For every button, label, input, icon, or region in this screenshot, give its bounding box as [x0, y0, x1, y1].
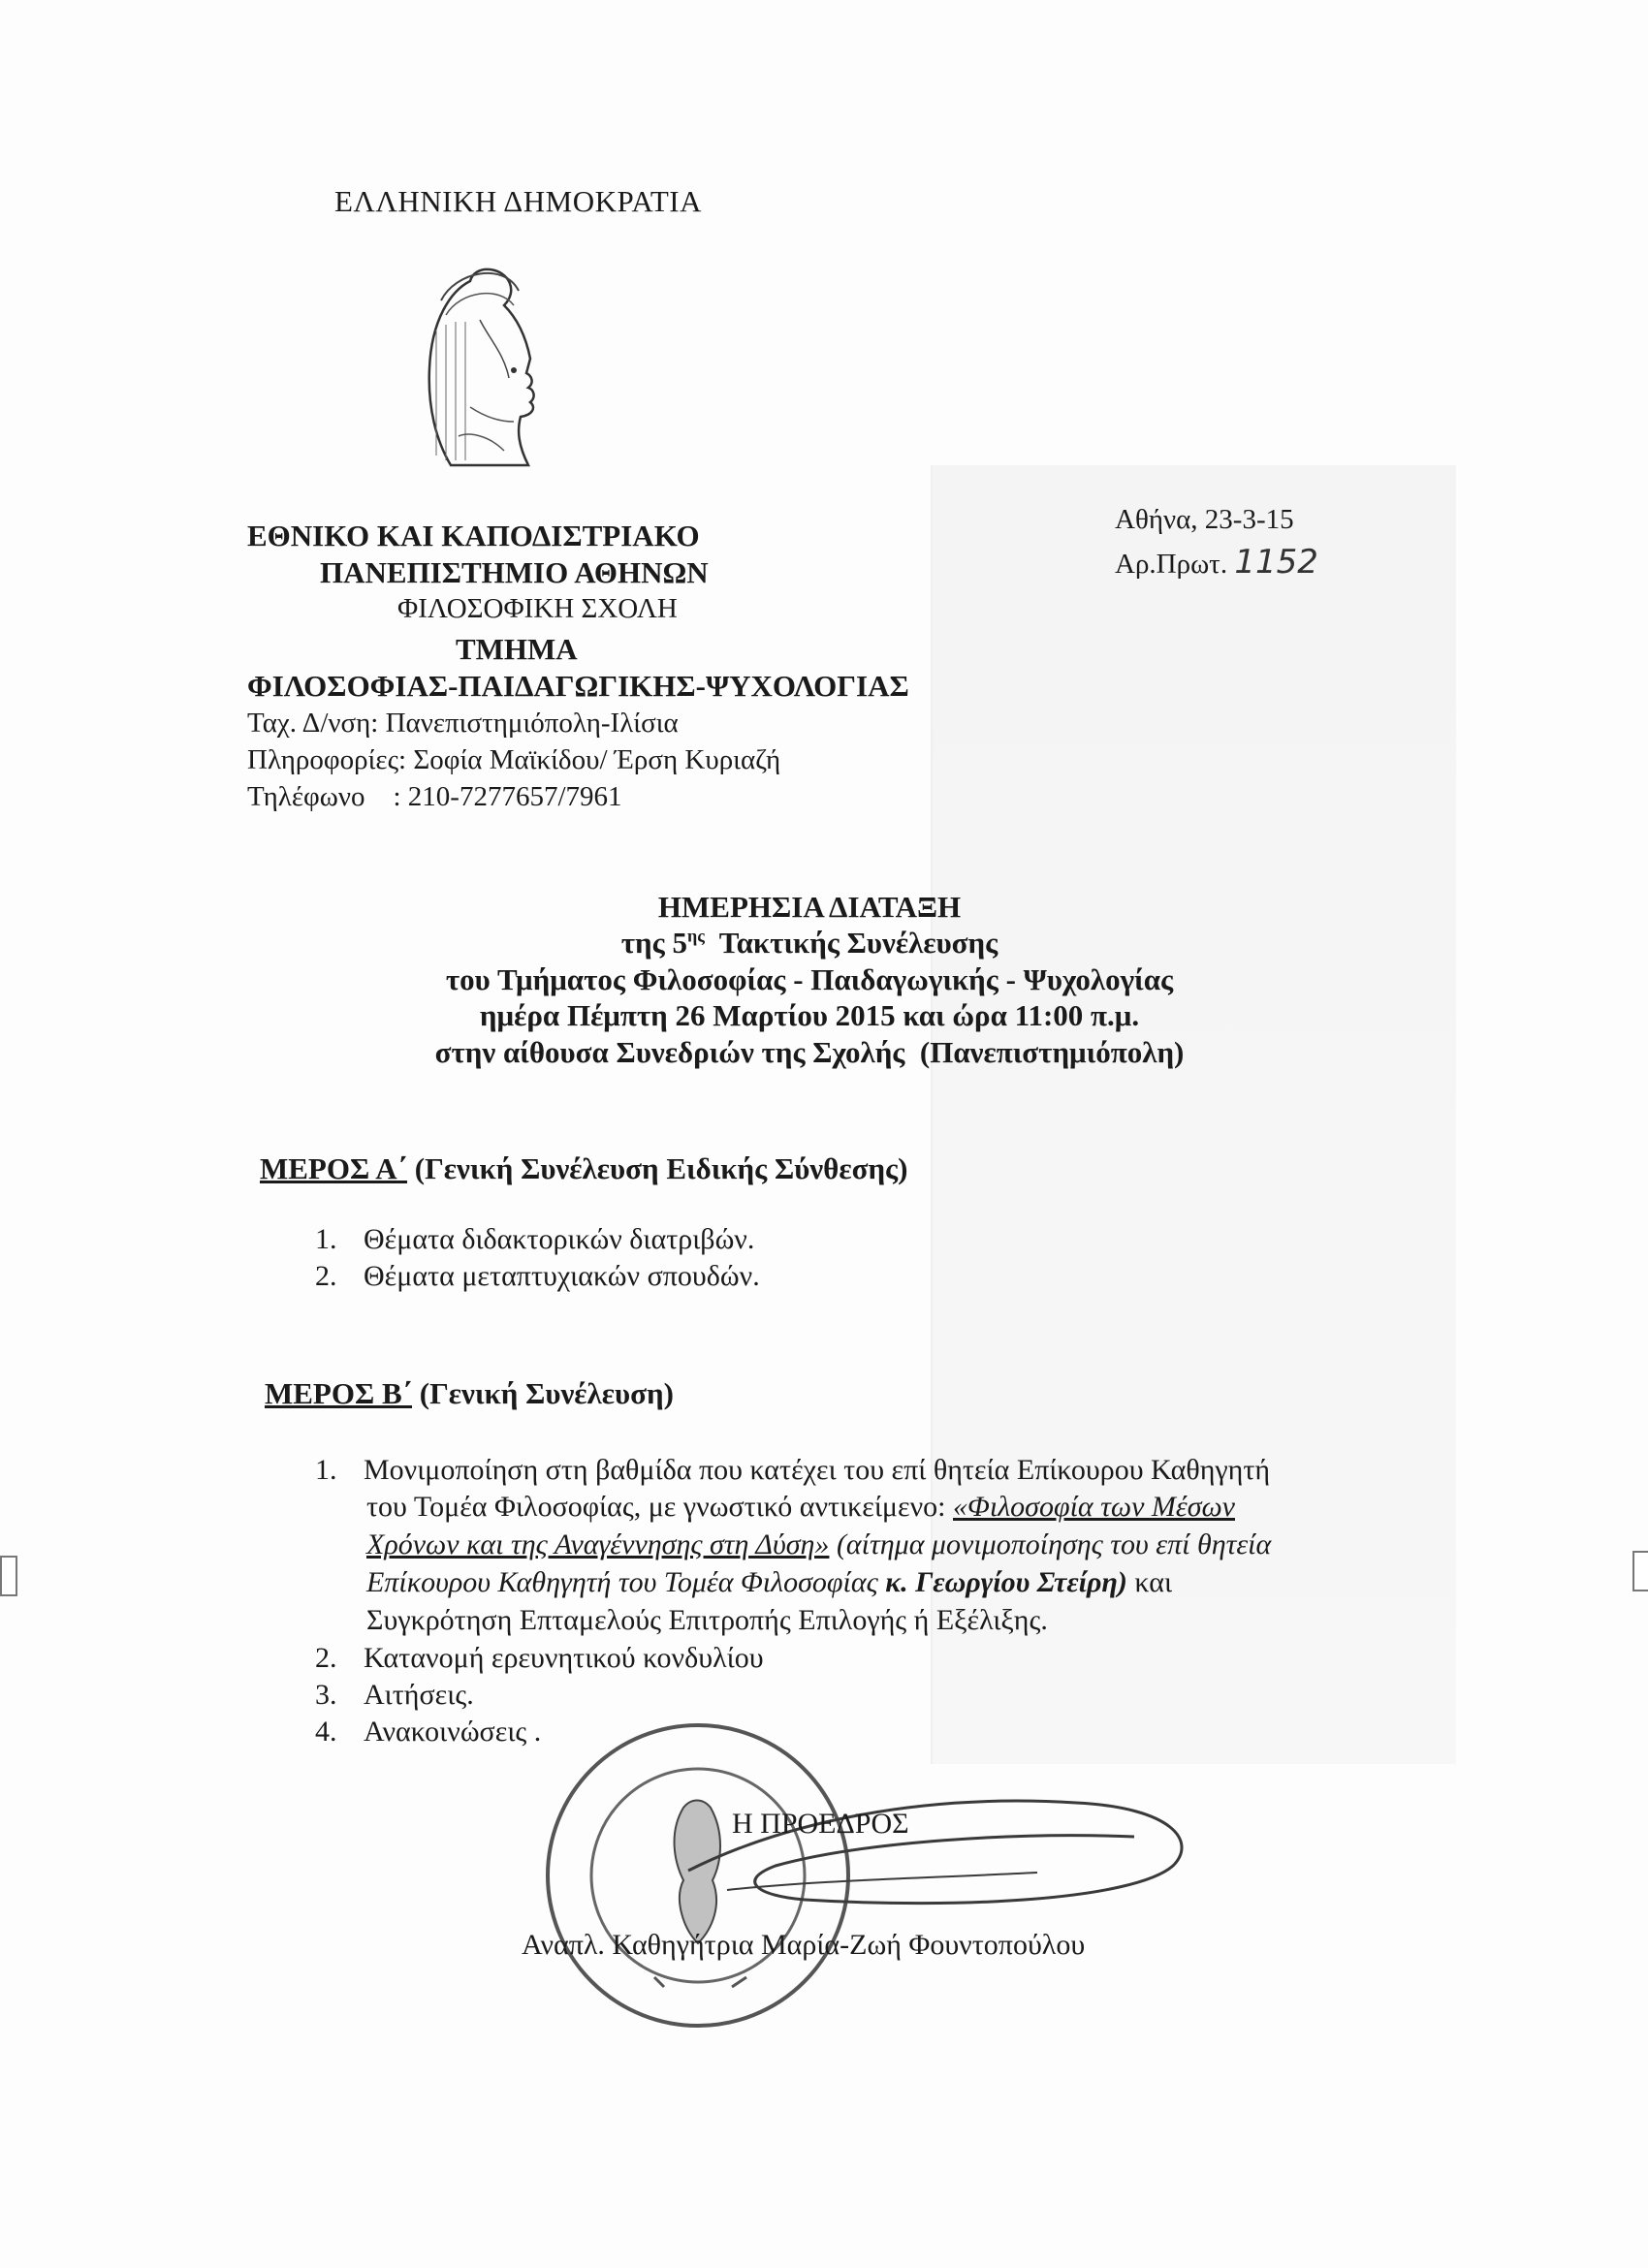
agenda-session-ordinal: της 5: [620, 926, 687, 960]
agenda-location-line: στην αίθουσα Συνεδριών της Σχολής (Πανεπιστημιόπολη): [434, 1035, 1185, 1069]
part-b-item-1-line2: [366, 1491, 1235, 1524]
part-b-item-1-subject-end: Χρόνων και της Αναγέννησης στη Δύση»: [366, 1528, 830, 1560]
part-b-item-1-text-1: Μονιμοποίηση στη βαθμίδα που κατέχει του επί θητεία Επίκουρου Καθηγητή: [364, 1454, 1271, 1486]
protocol-number: 1152: [1234, 543, 1318, 582]
part-b-item-1-request: (αίτημα μονιμοποίησης του επί θητεία: [829, 1528, 1272, 1560]
department-name: ΦΙΛΟΣΟΦΙΑΣ-ΠΑΙΔΑΓΩΓΙΚΗΣ-ΨΥΧΟΛΟΓΙΑΣ: [247, 669, 909, 703]
part-b-item-1-candidate: κ. Γεωργίου Στείρη): [885, 1566, 1127, 1598]
part-a-subtitle: (Γενική Συνέλευση Ειδικής Σύνθεσης): [407, 1151, 908, 1185]
signature-title: Η ΠΡΟΕΔΡΟΣ: [732, 1808, 909, 1840]
signature-name: Αναπλ. Καθηγήτρια Μαρία-Ζωή Φουντοπούλου: [522, 1929, 1086, 1961]
part-a-item-2-number: 2.: [315, 1260, 337, 1292]
scanner-edge-mark-left: [0, 1556, 17, 1596]
part-b-item-1-line4: [366, 1566, 1172, 1599]
agenda-session-type: Τακτικής Συνέλευσης: [704, 926, 998, 960]
agenda-session-line: [0, 926, 1633, 961]
part-b-item-2-text: Κατανομή ερευνητικού κονδυλίου: [364, 1642, 764, 1674]
part-b-item-1-line3: [366, 1528, 1271, 1561]
part-b-item-4: [315, 1716, 541, 1748]
protocol-line: [1115, 543, 1318, 582]
part-b-item-4-text: Ανακοινώσεις .: [364, 1716, 542, 1748]
university-name-line1: ΕΘΝΙΚΟ ΚΑΙ ΚΑΠΟΔΙΣΤΡΙΑΚΟ: [247, 519, 700, 552]
part-b-item-3-number: 3.: [315, 1679, 337, 1711]
agenda-department-line: του Τμήματος Φιλοσοφίας - Παιδαγωγικής - Ψυχολογίας: [445, 962, 1174, 996]
university-name-line2: ΠΑΝΕΠΙΣΤΗΜΙΟ ΑΘΗΝΩΝ: [320, 555, 709, 589]
part-a-item-1-text: Θέματα διδακτορικών διατριβών.: [364, 1223, 755, 1255]
part-b-item-1-subject-start: «Φιλοσοφία των Μέσων: [953, 1491, 1235, 1523]
athena-emblem-icon: [412, 262, 567, 475]
part-a-item-1: [315, 1223, 754, 1256]
part-b-item-2-number: 2.: [315, 1642, 337, 1674]
contacts-line: Πληροφορίες: Σοφία Μαϊκίδου/ Έρση Κυριαζή: [247, 744, 781, 775]
part-a-item-2: [315, 1260, 760, 1293]
part-b-subtitle: (Γενική Συνέλευση): [412, 1376, 674, 1410]
agenda-title: ΗΜΕΡΗΣΙΑ ΔΙΑΤΑΞΗ: [657, 890, 962, 924]
part-a-heading: [260, 1151, 907, 1186]
part-a-item-1-number: 1.: [315, 1223, 337, 1255]
part-b-item-3-text: Αιτήσεις.: [364, 1679, 474, 1711]
handwritten-signature: [669, 1764, 1212, 1938]
part-b-item-3: [315, 1679, 474, 1712]
part-b-item-1-and: και: [1126, 1566, 1173, 1598]
scanner-edge-mark-right: [1632, 1551, 1648, 1591]
part-b-item-2: [315, 1642, 764, 1675]
phone-line: Τηλέφωνο : 210-7277657/7961: [247, 781, 622, 812]
date-line: Αθήνα, 23-3-15: [1115, 504, 1294, 535]
part-b-item-1-request-cont: Επίκουρου Καθηγητή του Τομέα Φιλοσοφίας: [366, 1566, 886, 1598]
school-name: ΦΙΛΟΣΟΦΙΚΗ ΣΧΟΛΗ: [397, 593, 678, 624]
address-line: Ταχ. Δ/νση: Πανεπιστημιόπολη-Ιλίσια: [247, 708, 679, 739]
agenda-datetime-line: ημέρα Πέμπτη 26 Μαρτίου 2015 και ώρα 11:00 π.μ.: [479, 998, 1140, 1032]
part-b-item-4-number: 4.: [315, 1716, 337, 1748]
department-label: ΤΜΗΜΑ: [456, 632, 578, 666]
part-b-item-1-line5: Συγκρότηση Επταμελούς Επιτροπής Επιλογής ή Εξέλιξης.: [366, 1604, 1048, 1636]
part-b-label: ΜΕΡΟΣ Β΄: [265, 1376, 413, 1410]
part-a-label: ΜΕΡΟΣ Α΄: [260, 1151, 408, 1185]
protocol-label: Αρ.Πρωτ.: [1115, 549, 1228, 580]
agenda-session-ordinal-suffix: ης: [686, 926, 705, 946]
part-a-item-2-text: Θέματα μεταπτυχιακών σπουδών.: [364, 1260, 760, 1292]
part-b-item-1-line1: [315, 1454, 1270, 1487]
part-b-heading: [265, 1376, 674, 1411]
part-b-item-1-number: 1.: [315, 1454, 337, 1486]
republic-heading: ΕΛΛΗΝΙΚΗ ΔΗΜΟΚΡΑΤΙΑ: [334, 184, 703, 218]
part-b-item-1-text-2: του Τομέα Φιλοσοφίας, με γνωστικό αντικείμενο:: [366, 1491, 954, 1523]
